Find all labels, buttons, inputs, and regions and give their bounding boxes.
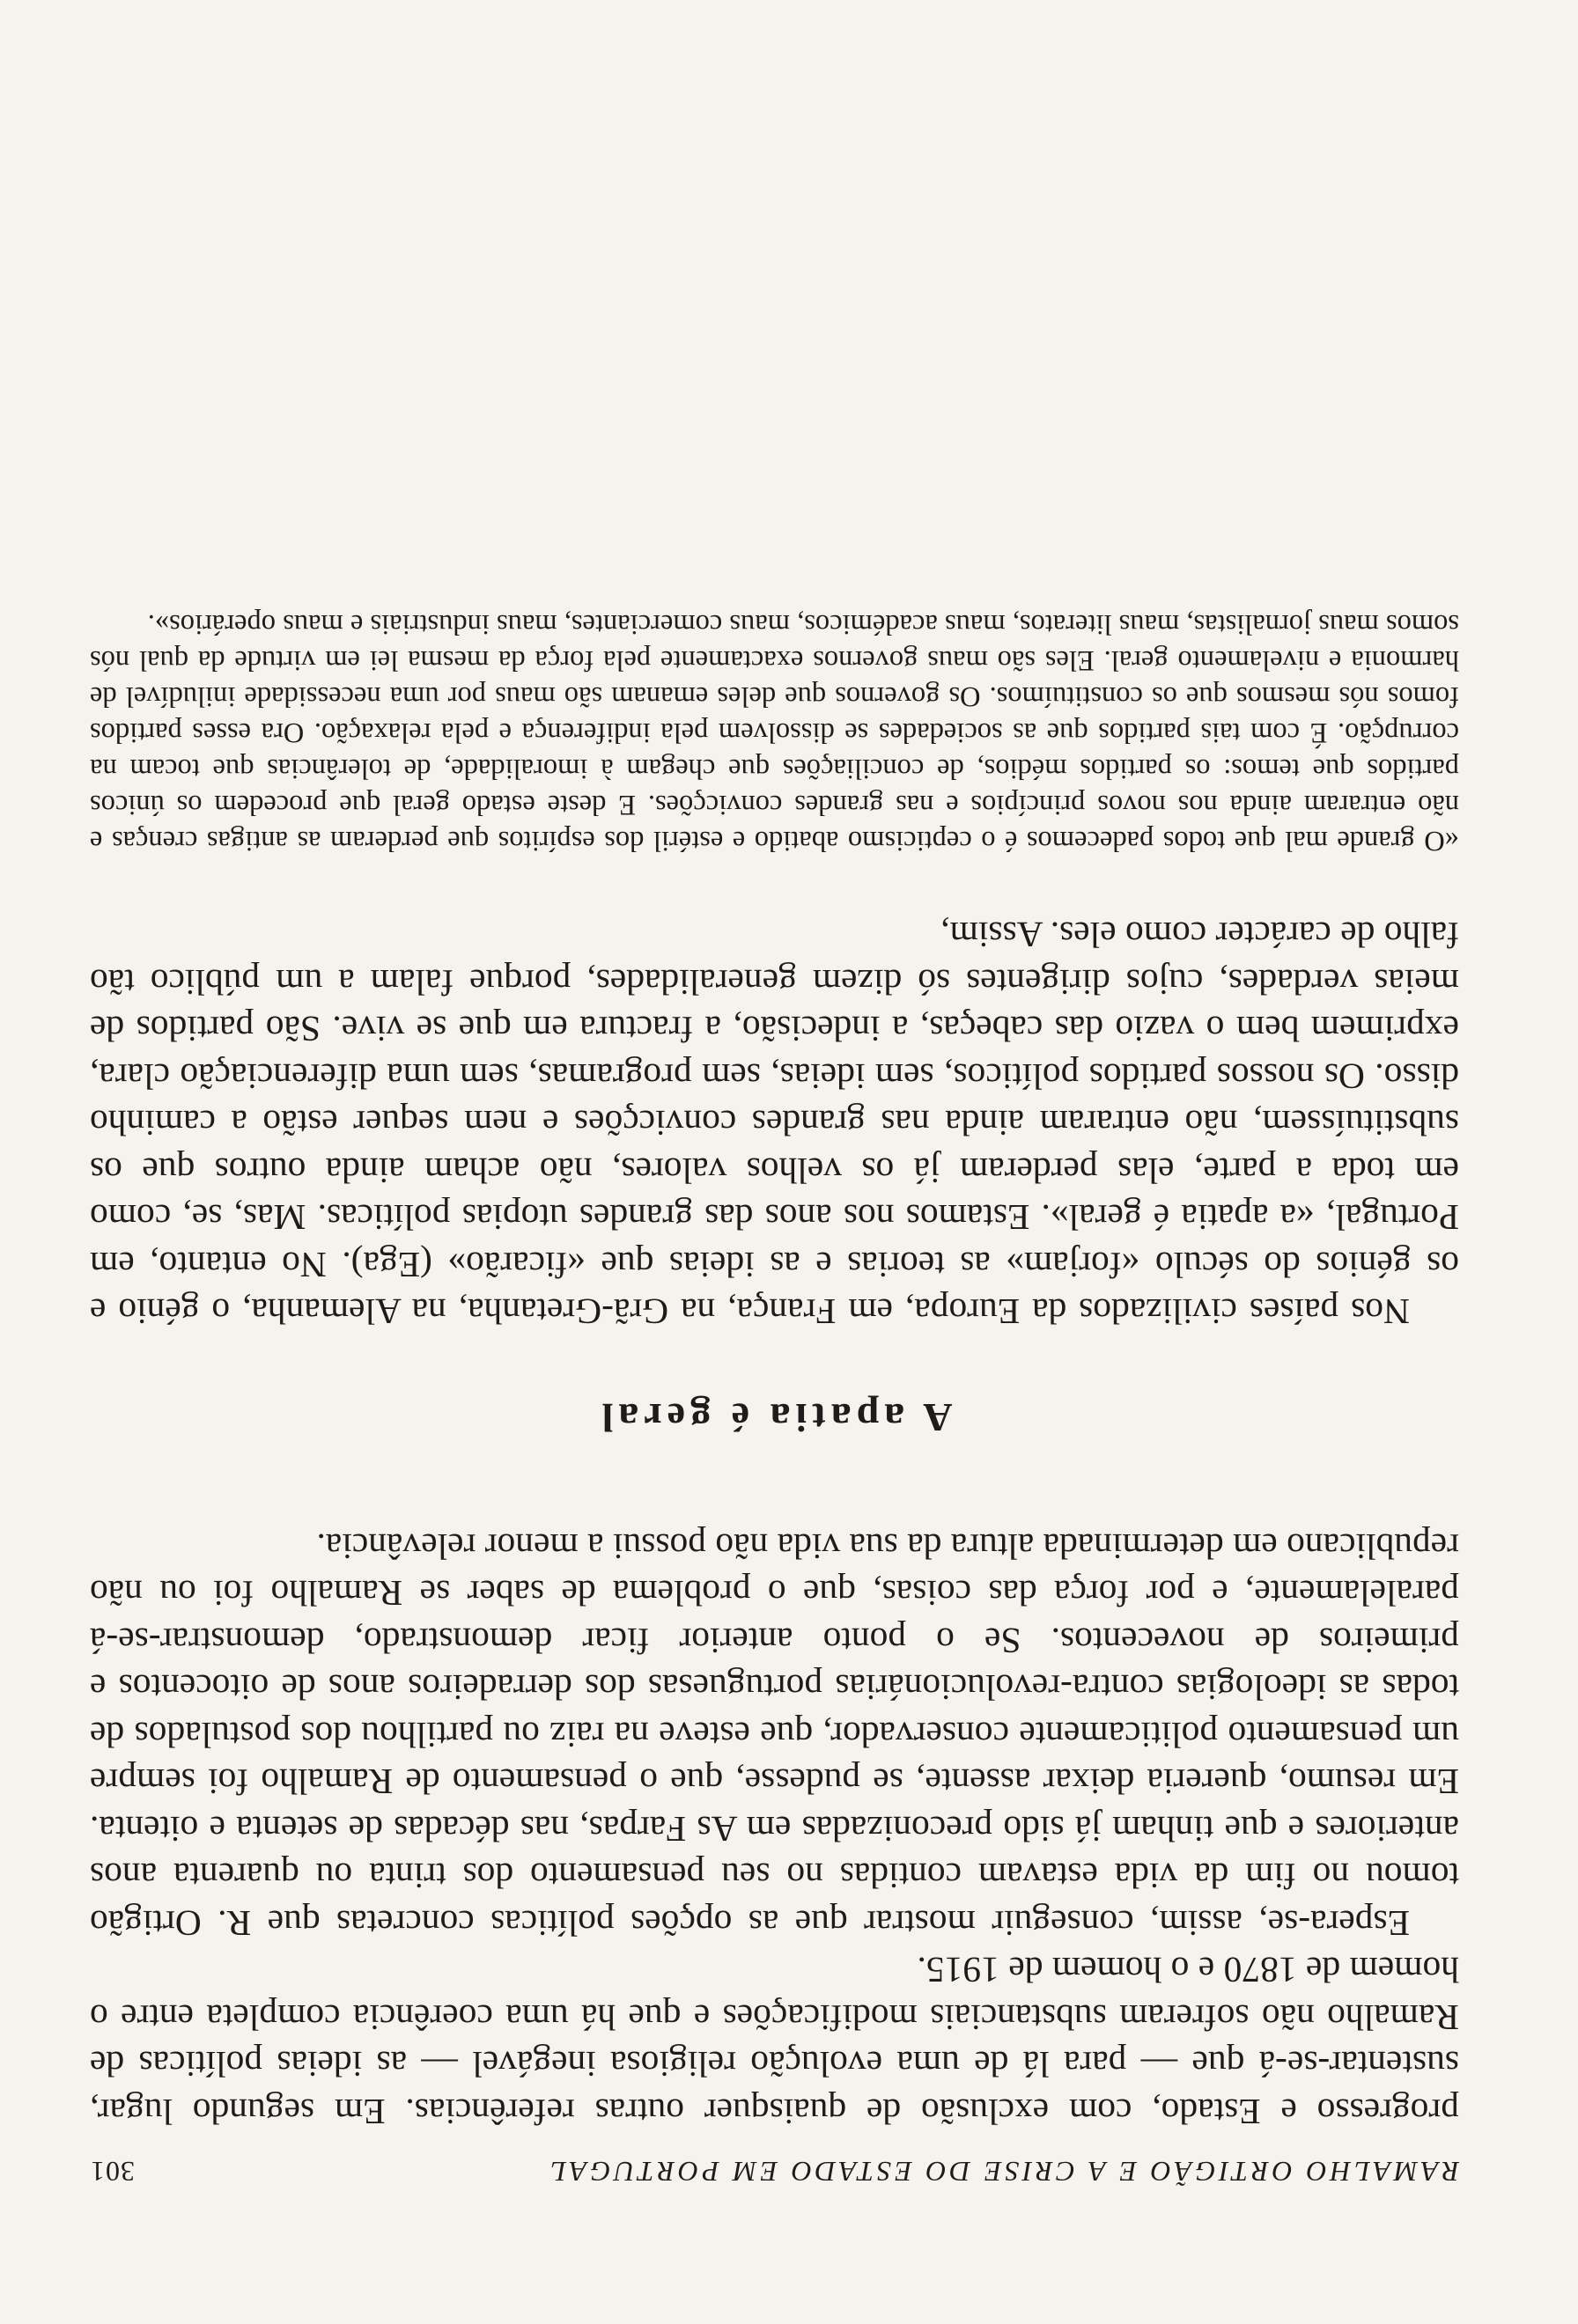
body-paragraph-1: progresso e Estado, com exclusão de quaisquer outras referências. Em segundo lugar, sustentar-se-á que — para lá de uma evolução religiosa inegável — as ideias políticas de Ramalho não sofreram substanciais modificações e que há uma coerência completa entre o homem de 1870 e o homem de 1915. [90, 1950, 1459, 2132]
section-paragraph: Nos países civilizados da Europa, em França, na Grã-Gretanha, na Alemanha, o génio e os génios do século «forjam» as teorias e as ideias que «ficarão» (Ega). No entanto, em Portugal, «a apatia é geral». Estamos nos anos das grandes utopias políticas. Mas, se, como em toda a parte, elas perderam já os velhos valores, não acham ainda outros que os substituíssem, não entraram ainda nas grandes convicções e nem sequer estão a caminho disso. Os nossos partidos políticos, sem ideias, sem programas, sem uma diferenciação clara, exprimem bem o vazio das cabeças, a indecisão, a fractura em que se vive. São partidos de meias verdades, cujos dirigentes só dizem generalidades, porque falam a um público tão falho de carácter como eles. Assim, [90, 915, 1459, 1333]
page-number: 301 [90, 2156, 135, 2188]
text-block [90, 606, 1459, 2188]
block-quote: «O grande mal que todos padecemos é o cepticismo abatido e estéril dos espíritos que perderam as antigas crenças e não entraram ainda nos novos princípios e nas grandes convicções. E deste estado geral que procedem os únicos partidos que temos: os partidos médios, de conciliações que chegam à imoralidade, de tolerâncias que tocam na corrupção. É com tais partidos que as sociedades se dissolvem pela indiferença e pela relaxação. Ora esses partidos fomos nós mesmos que os constituímos. Os governos que deles emanam são maus por uma necessidade iniludível de harmonia e nivelamento geral. Eles são maus governos exactamente pela força da mesma lei em virtude da qual nós somos maus jornalistas, maus literatos, maus académicos, maus comerciantes, maus industriais e maus operários». [90, 608, 1459, 857]
body-paragraph-2: Espera-se, assim, conseguir mostrar que as opções políticas concretas que R. Ortigão tomou no fim da vida estavam contidas no seu pensamento dos trinta ou quarenta anos anteriores e que tinham já sido preconizadas em As Farpas, nas décadas de setenta e oitenta. Em resumo, quereria deixar assente, se pudesse, que o pensamento de Ramalho foi sempre um pensamento politicamente conservador, que esteve na raiz ou partilhou dos postulados de todas as ideologias contra-revolucionárias portuguesas dos derradeiros anos de oitocentos e primeiros de novecentos. Se o ponto anterior ficar demonstrado, demonstrar-se-á paralelamente, e por força das coisas, que o problema de saber se Ramalho foi ou não republicano em determinada altura da sua vida não possui a menor relevância. [90, 1526, 1459, 1944]
running-head-title: RAMALHO ORTIGÃO E A CRISE DO ESTADO EM PORTUGAL [547, 2156, 1459, 2188]
section-heading: A apatia é geral [596, 1395, 953, 1441]
running-head [90, 2135, 1459, 2188]
